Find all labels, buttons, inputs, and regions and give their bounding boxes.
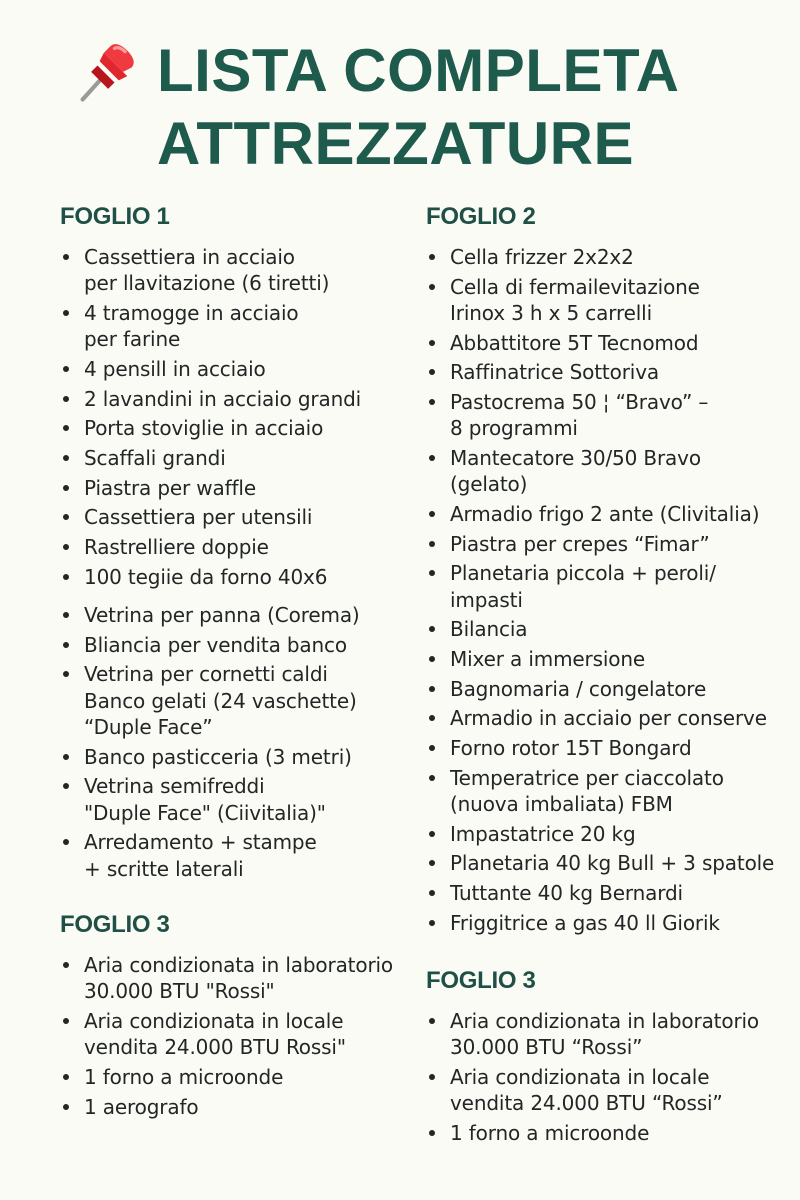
list-item: 1 forno a microonde [426, 1120, 786, 1146]
list-item: Rastrelliere doppie [60, 534, 400, 560]
list-item: Piastra per crepes “Fimar” [426, 531, 786, 557]
list-item: Bliancia per vendita banco [60, 632, 400, 658]
list-item: Cassettiera per utensili [60, 504, 400, 530]
item-list [426, 244, 786, 936]
list-item: Aria condizionata in locale vendita 24.000 BTU “Rossi” [426, 1064, 786, 1117]
list-item: 2 lavandini in acciaio grandi [60, 386, 400, 412]
list-item: Tuttante 40 kg Bernardi [426, 880, 786, 906]
list-item: 4 pensill in acciaio [60, 356, 400, 382]
list-item: Friggitrice a gas 40 ll Giorik [426, 910, 786, 936]
list-item: 4 tramogge in acciaio per farine [60, 300, 400, 353]
list-item: Pastocrema 50 ¦ “Bravo” – 8 programmi [426, 389, 786, 442]
item-list [60, 244, 400, 882]
list-item: Arredamento + stampe + scritte laterali [60, 829, 400, 882]
left-column [60, 202, 400, 1123]
list-item: Bilancia [426, 616, 786, 642]
list-item: Forno rotor 15T Bongard [426, 735, 786, 761]
list-item: Impastatrice 20 kg [426, 821, 786, 847]
list-item: Vetrina semifreddi "Duple Face" (Ciivitalia)" [60, 773, 400, 826]
list-item: Temperatrice per ciaccolato (nuova imbaliata) FBM [426, 765, 786, 818]
list-item: Mantecatore 30/50 Bravo (gelato) [426, 445, 786, 498]
list-item: Aria condizionata in laboratorio 30.000 BTU "Rossi" [60, 952, 400, 1005]
right-column [426, 202, 786, 1150]
page-title-line-1: LISTA COMPLETA [157, 37, 680, 104]
section-foglio-3 [60, 910, 400, 1120]
pushpin-icon [72, 40, 140, 108]
list-item: Abbattitore 5T Tecnomod [426, 330, 786, 356]
page-header [0, 30, 800, 180]
list-item: Raffinatrice Sottoriva [426, 359, 786, 385]
section-title: FOGLIO 1 [60, 203, 170, 230]
section-title: FOGLIO 3 [426, 967, 536, 995]
list-item: Aria condizionata in locale vendita 24.000 BTU Rossi" [60, 1008, 400, 1061]
list-item: 1 aerografo [60, 1094, 400, 1120]
item-list [60, 952, 400, 1120]
item-list [426, 1008, 786, 1146]
list-item: Scaffali grandi [60, 445, 400, 471]
list-item: Cella di fermailevitazione Irinox 3 h x 5 carrelli [426, 274, 786, 327]
list-item: 1 forno a microonde [60, 1064, 400, 1090]
list-item: Bagnomaria / congelatore [426, 676, 786, 702]
list-item: Armadio in acciaio per conserve [426, 705, 786, 731]
list-item: Planetaria 40 kg Bull + 3 spatole [426, 850, 786, 876]
page-title-line-2: ATTREZZATURE [157, 110, 635, 177]
section-foglio-1 [60, 202, 400, 882]
list-item: Cella frizzer 2x2x2 [426, 244, 786, 270]
section-title: FOGLIO 3 [60, 911, 170, 938]
list-item: Mixer a immersione [426, 646, 786, 672]
list-item: Aria condizionata in laboratorio 30.000 BTU “Rossi” [426, 1008, 786, 1061]
list-item: Piastra per waffle [60, 475, 400, 501]
list-item: Armadio frigo 2 ante (Clivitalia) [426, 501, 786, 527]
list-item: Vetrina per panna (Corema) [60, 602, 400, 628]
list-item: Planetaria piccola + peroli/ impasti [426, 560, 786, 613]
section-foglio-3-right [426, 966, 786, 1146]
section-foglio-2 [426, 202, 786, 936]
list-item: Cassettiera in acciaio per llavitazione (6 tiretti) [60, 244, 400, 297]
list-item: Banco pasticceria (3 metri) [60, 744, 400, 770]
list-item: 100 tegiie da forno 40x6 [60, 564, 400, 590]
list-item: Vetrina per cornetti caldi Banco gelati (24 vaschette) “Duple Face” [60, 661, 400, 740]
section-title: FOGLIO 2 [426, 203, 536, 230]
list-item: Porta stoviglie in acciaio [60, 415, 400, 441]
